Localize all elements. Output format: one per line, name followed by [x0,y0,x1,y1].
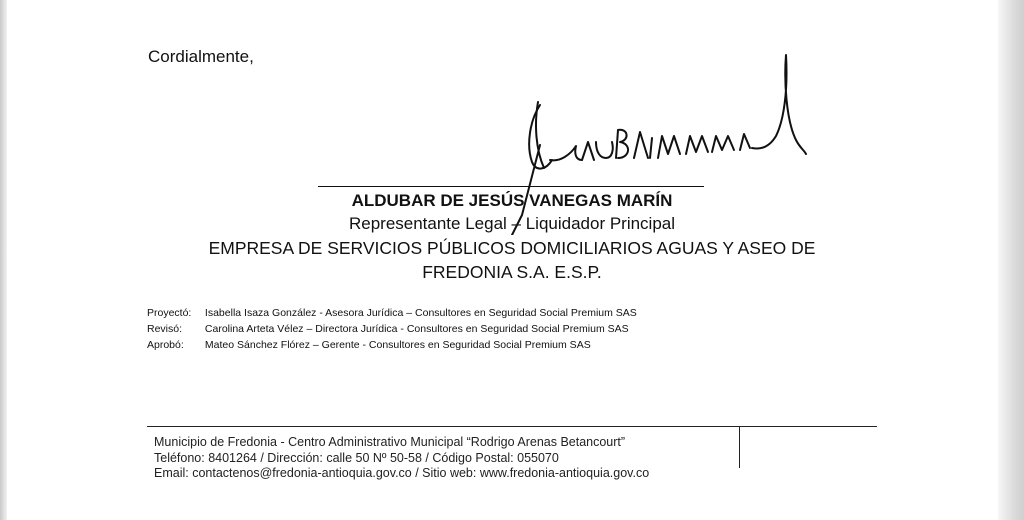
company-name-line1: EMPRESA DE SERVICIOS PÚBLICOS DOMICILIARIOS AGUAS Y ASEO DE [208,238,816,258]
credit-row-approved [147,337,637,353]
credit-text: Mateo Sánchez Flórez – Gerente - Consultores en Seguridad Social Premium SAS [204,339,591,351]
page-edge-shadow-left [0,0,7,520]
signature-line [318,186,704,187]
credit-text: Carolina Arteta Vélez – Directora Jurídica - Consultores en Seguridad Social Premium SAS [204,323,629,335]
footer-line-phone-address: Teléfono: 8401264 / Dirección: calle 50 Nº 50-58 / Código Postal: 055070 [154,450,559,465]
credit-label: Revisó: [147,323,183,335]
credit-label: Aprobó: [147,339,184,351]
footer-divider [739,426,740,468]
credit-row-projected [147,305,637,321]
signer-role: Representante Legal – Liquidador Principal [348,214,676,233]
credit-row-reviewed [147,321,637,337]
document-credits [147,305,637,353]
footer-line-municipality: Municipio de Fredonia - Centro Administrativo Municipal “Rodrigo Arenas Betancourt” [154,435,626,449]
signer-name: ALDUBAR DE JESÚS VANEGAS MARÍN [351,191,673,210]
page-edge-shadow-right [998,0,1024,520]
closing-salutation: Cordialmente, [148,47,254,66]
company-name [150,236,874,284]
footer-rule [147,426,877,427]
company-name-line2: FREDONIA S.A. E.S.P. [422,262,602,282]
footer-contact [154,435,649,482]
credit-label: Proyectó: [147,307,192,319]
credit-text: Isabella Isaza González - Asesora Jurídica – Consultores en Seguridad Social Premium SAS [204,307,637,319]
footer-line-email-web: Email: contactenos@fredonia-antioquia.gov.co / Sitio web: www.fredonia-antioquia.gov.co [154,466,650,480]
